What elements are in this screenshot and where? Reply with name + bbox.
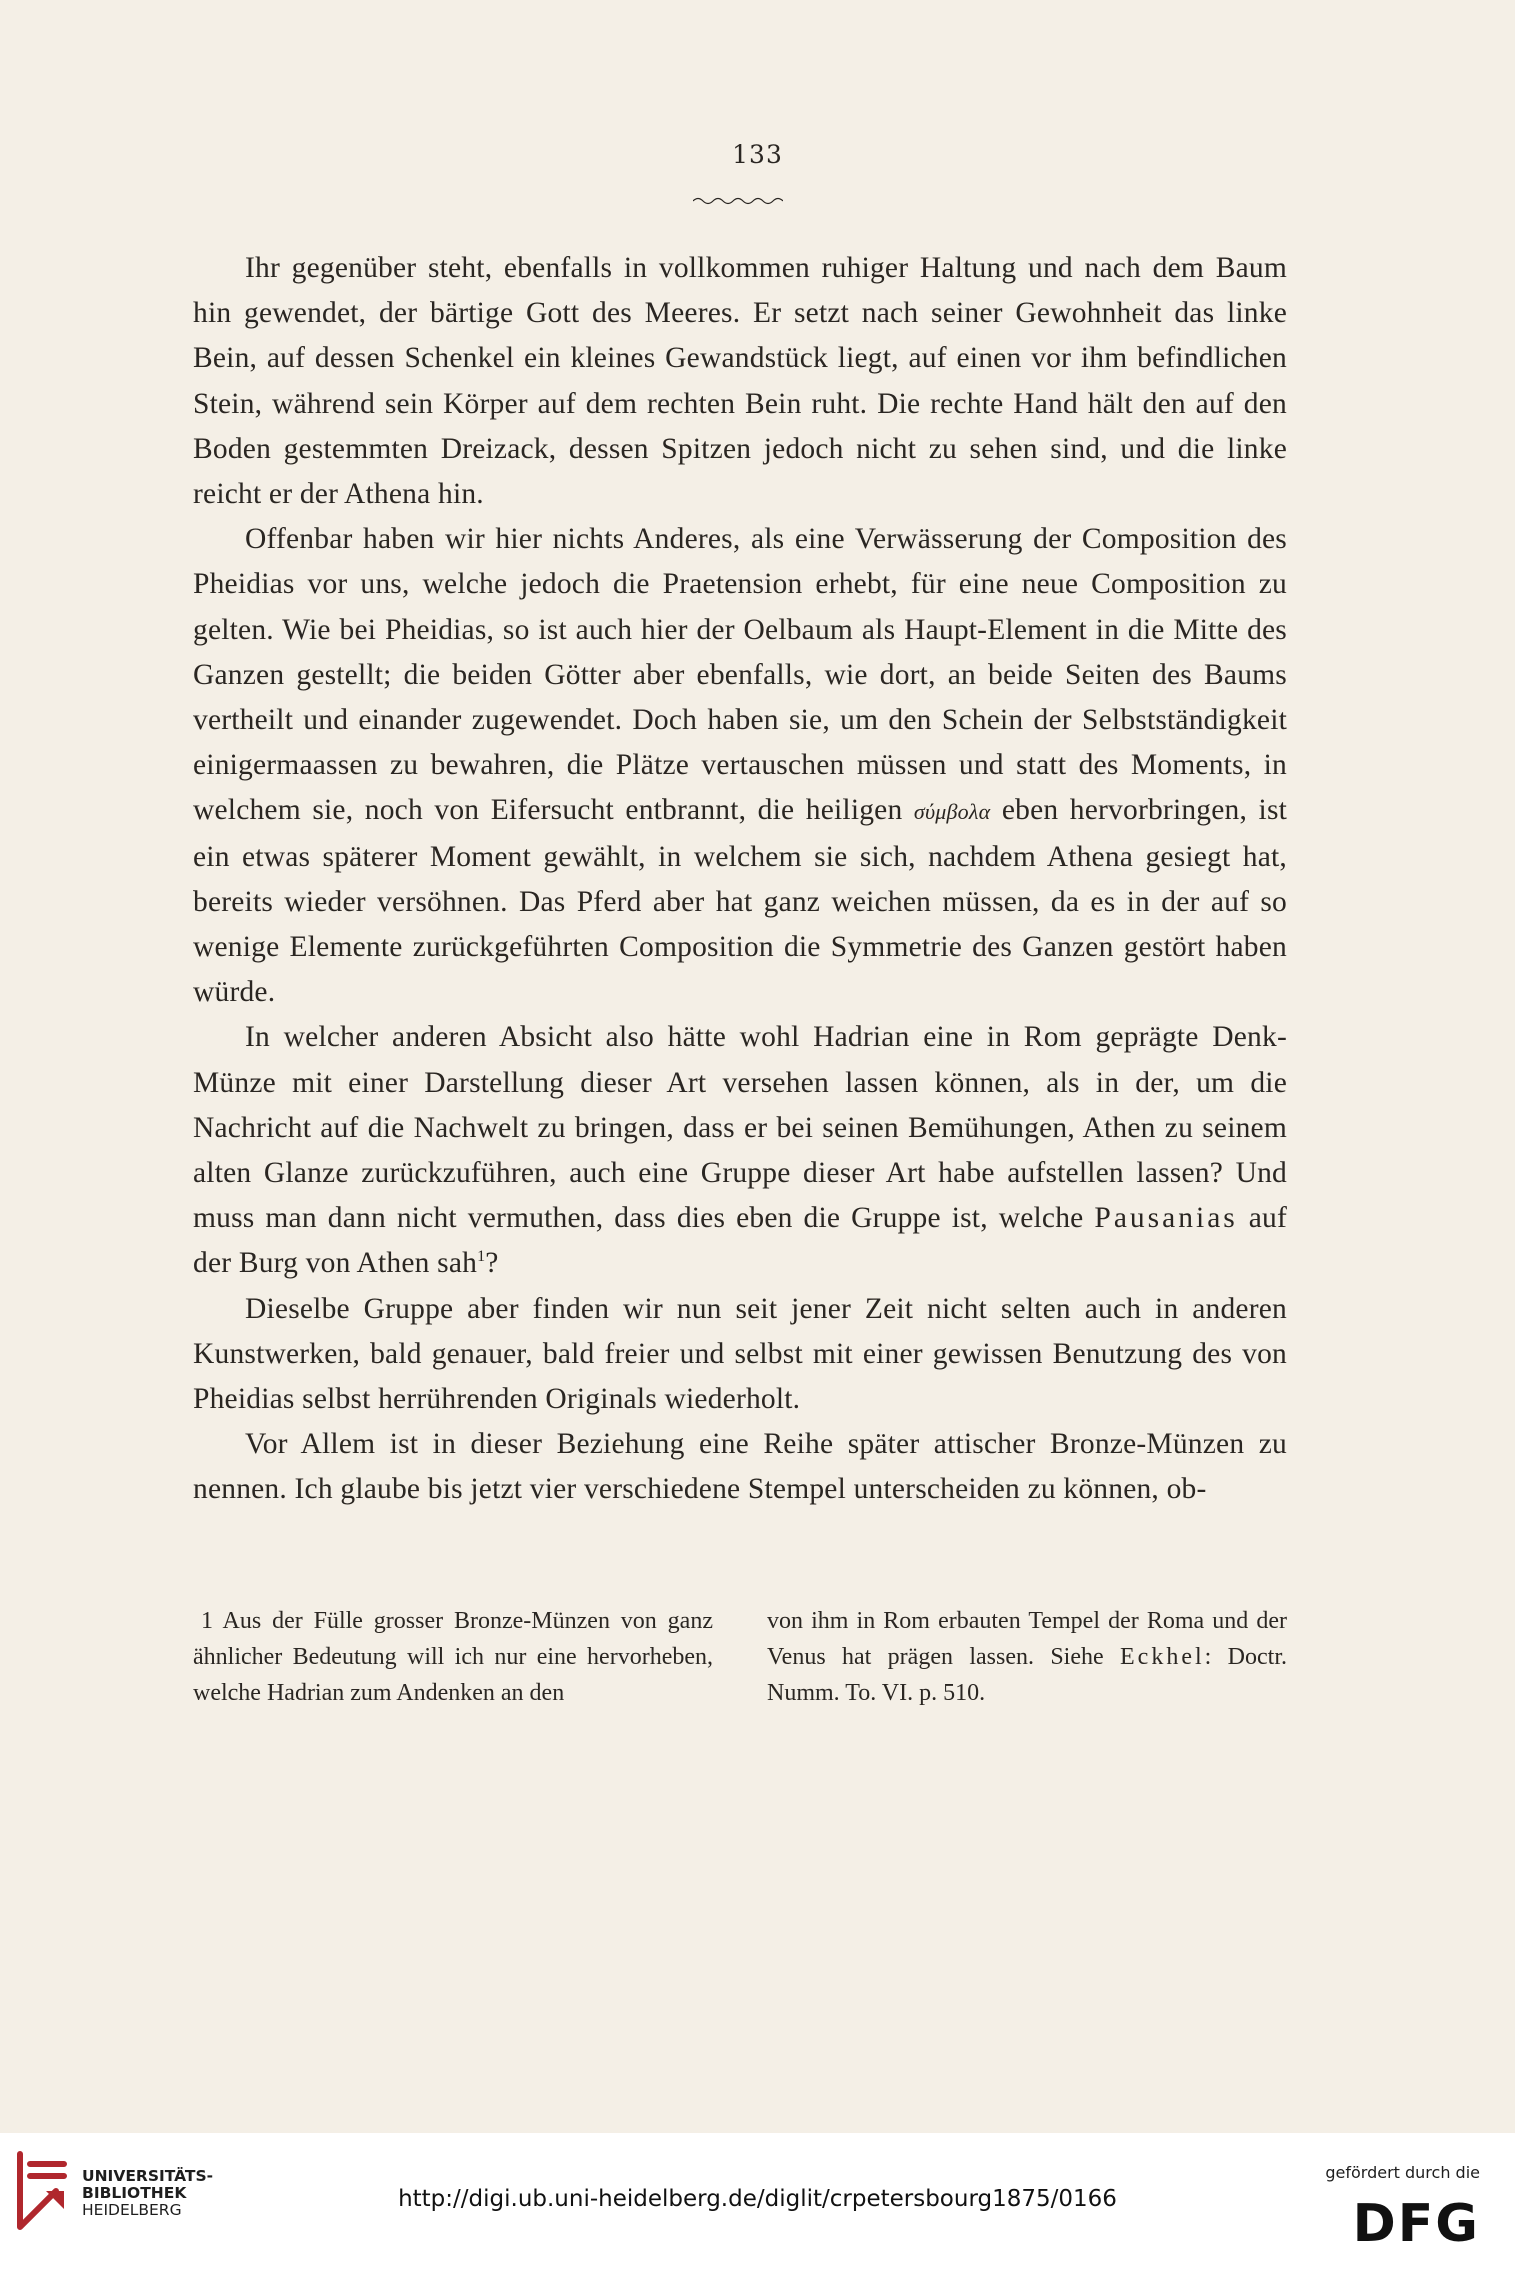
footnotes <box>193 1603 1287 1711</box>
page-number-flourish <box>693 196 783 206</box>
dfg-logo: DFG <box>1352 2194 1480 2254</box>
footnote-column-left: 1 Aus der Fülle grosser Bronze-Münzen von ganz ähnlicher Bedeutung will ich nur eine hervorheben, welche Hadrian zum Andenken an den <box>193 1608 713 1706</box>
footnote-column-right: von ihm in Rom erbauten Tempel der Roma und der Venus hat prägen lassen. Siehe Eckhel: Doctr. Numm. To. VI. p. 510. <box>767 1608 1287 1706</box>
paragraph: Vor Allem ist in dieser Beziehung eine Reihe später attischer Bronze-Münzen zu nennen. Ich glaube bis jetzt vier verschiedene Stempel unterscheiden zu können, ob- <box>193 1428 1287 1506</box>
body-text <box>193 246 1287 1513</box>
footnote-reference: 1 <box>477 1248 486 1266</box>
footer-url[interactable]: http://digi.ub.uni-heidelberg.de/diglit/crpetersbourg1875/0166 <box>398 2186 1117 2212</box>
paragraph: Offenbar haben wir hier nichts Anderes, als eine Verwässerung der Composition des Pheidias vor uns, welche jedoch die Praetension erhebt, für eine neue Composition zu gelten. Wie bei Pheidias, so ist auch hier der Oelbaum als Haupt-Element in die Mitte des Ganzen gestellt; die beiden Götter aber ebenfalls, wie dort, an beide Seiten des Baums vertheilt und einander zugewendet. Doch haben sie, um den Schein der Selbstständigkeit einigermaassen zu bewahren, die Plätze vertauschen müssen und statt des Moments, in welchem sie, noch von Eifersucht entbrannt, die heiligen σύμβολα eben hervorbringen, ist ein etwas späterer Moment gewählt, in welchem sie sich, nachdem Athena gesiegt hat, bereits wieder versöhnen. Das Pferd aber hat ganz weichen müssen, da es in der auf so wenige Elemente zurückgeführten Composition die Symmetrie des Ganzen gestört haben würde. <box>193 523 1288 1009</box>
spaced-name: Pausanias <box>1094 1202 1238 1235</box>
footnote-marker: 1 <box>201 1608 213 1634</box>
library-name: UNIVERSITÄTS- BIBLIOTHEK HEIDELBERG <box>82 2167 214 2219</box>
spaced-name: Eckhel <box>1120 1644 1205 1670</box>
paragraph: Ihr gegenüber steht, ebenfalls in vollkommen ruhiger Haltung und nach dem Baum hin gewendet, der bärtige Gott des Meeres. Er setzt nach seiner Gewohnheit das linke Bein, auf dessen Schenkel ein kleines Gewandstück liegt, auf einen vor ihm befindlichen Stein, während sein Körper auf dem rechten Bein ruht. Die rechte Hand hält den auf den Boden gestemmten Dreizack, dessen Spitzen jedoch nicht zu sehen sind, und die linke reicht er der Athena hin. <box>193 252 1287 511</box>
greek-word: σύμβολα <box>913 799 991 825</box>
funding-caption: gefördert durch die <box>1325 2163 1480 2182</box>
paragraph: Dieselbe Gruppe aber finden wir nun seit jener Zeit nicht selten auch in anderen Kunstwerken, bald genauer, bald freier und selbst mit einer gewissen Benutzung des von Pheidias selbst herrührenden Originals wiederholt. <box>193 1292 1287 1416</box>
page-number: 133 <box>732 140 783 169</box>
paragraph: In welcher anderen Absicht also hätte wohl Hadrian eine in Rom geprägte Denk-Münze mit einer Darstellung dieser Art versehen lassen können, als in der, um die Nachricht auf die Nachwelt zu bringen, dass er bei seinen Bemühungen, Athen zu seinem alten Glanze zurückzuführen, auch eine Gruppe dieser Art habe aufstellen lassen? Und muss man dann nicht vermuthen, dass dies eben die Gruppe ist, welche Pausanias auf der Burg von Athen sah$^1$? <box>193 1021 1287 1280</box>
